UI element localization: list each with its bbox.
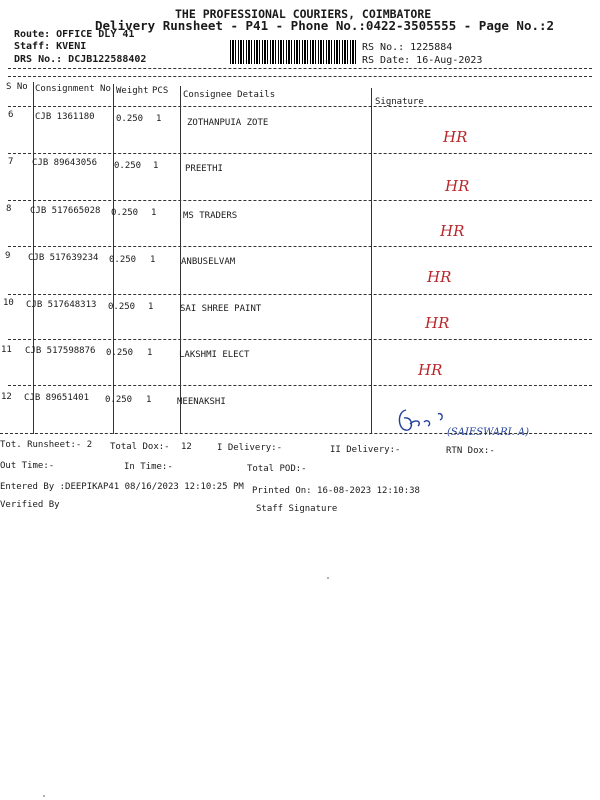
row-rule	[8, 385, 592, 386]
row-weight: 0.250	[108, 302, 136, 312]
row-sno: 9	[5, 251, 11, 261]
row-rule	[8, 153, 592, 154]
runsheet-title: Delivery Runsheet - P41 - Phone No.:0422-3505555 - Page No.:2	[95, 18, 555, 33]
column-pcs: PCS	[152, 86, 169, 96]
row-signature: HR	[425, 314, 450, 332]
columns-rule	[8, 106, 592, 107]
row-pcs: 1	[156, 114, 162, 124]
ii-delivery: II Delivery:-	[330, 445, 401, 455]
scan-speck	[43, 795, 45, 797]
column-sno: S No	[6, 82, 28, 92]
barcode	[230, 40, 358, 64]
row-consignee: ANBUSELVAM	[181, 257, 236, 267]
row-pcs: 1	[148, 302, 154, 312]
row-rule	[8, 294, 592, 295]
in-time: In Time:-	[124, 462, 173, 472]
row-signature: HR	[440, 222, 465, 240]
row-sno: 6	[8, 110, 14, 120]
row-pcs: 1	[147, 348, 153, 358]
row-rule	[8, 200, 592, 201]
route-label: Route: OFFICE DLY 41	[14, 29, 135, 40]
rtn-dox: RTN Dox:-	[446, 446, 495, 456]
row-consignee: MS TRADERS	[183, 211, 238, 221]
row-consignee: PREETHI	[185, 164, 223, 174]
row-rule	[8, 246, 592, 247]
column-consignment: Consignment No	[35, 84, 111, 94]
row-weight: 0.250	[111, 208, 139, 218]
table-bottom-rule	[0, 433, 592, 434]
row-consignee: LAKSHMI ELECT	[179, 350, 250, 360]
row-signature: HR	[445, 177, 470, 195]
staff-signature: Staff Signature	[256, 504, 338, 514]
column-divider	[371, 88, 372, 434]
printed-on: Printed On: 16-08-2023 12:10:38	[252, 486, 420, 496]
total-dox-value: 12	[181, 442, 192, 452]
column-weight: Weight	[116, 86, 149, 96]
header-rule	[8, 76, 592, 77]
row-sno: 11	[1, 345, 12, 355]
row-signature: HR	[418, 361, 443, 379]
row-pcs: 1	[153, 161, 159, 171]
row-weight: 0.250	[116, 114, 144, 124]
row-consignment: CJB 89643056	[32, 158, 98, 168]
verified-by: Verified By	[0, 500, 60, 510]
row-signature: HR	[427, 268, 452, 286]
row-consignment: CJB 1361180	[35, 112, 95, 122]
row-pcs: 1	[146, 395, 152, 405]
entered-by: Entered By :DEEPIKAP41 08/16/2023 12:10:25 PM	[0, 482, 244, 492]
row-consignee: MEENAKSHI	[177, 397, 226, 407]
row-signature: (SAIESWARI. A)	[447, 427, 530, 438]
rs-date: RS Date: 16-Aug-2023	[362, 55, 483, 66]
row-pcs: 1	[150, 255, 156, 265]
row-weight: 0.250	[114, 161, 142, 171]
out-time: Out Time:-	[0, 461, 55, 471]
row-consignment: CJB 89651401	[24, 393, 90, 403]
i-delivery: I Delivery:-	[217, 443, 283, 453]
row-consignment: CJB 517639234	[28, 253, 99, 263]
header-rule	[8, 68, 592, 69]
staff-label: Staff: KVENI	[14, 41, 87, 52]
row-sno: 12	[1, 392, 12, 402]
rs-number: RS No.: 1225884	[362, 42, 453, 53]
row-consignment: CJB 517648313	[26, 300, 97, 310]
column-signature: Signature	[375, 97, 424, 107]
row-sno: 8	[6, 204, 12, 214]
row-pcs: 1	[151, 208, 157, 218]
row-rule	[8, 339, 592, 340]
row-consignment: CJB 517665028	[30, 206, 101, 216]
company-name: THE PROFESSIONAL COURIERS, COIMBATORE	[175, 7, 432, 21]
total-dox-label: Total Dox:-	[110, 442, 170, 452]
row-consignee: ZOTHANPUIA ZOTE	[187, 118, 269, 128]
column-consignee: Consignee Details	[183, 90, 276, 100]
scan-speck	[327, 577, 329, 579]
total-pod: Total POD:-	[247, 464, 307, 474]
row-signature: HR	[443, 128, 468, 146]
row-sno: 7	[8, 157, 14, 167]
drs-number: DRS No.: DCJB122588402	[14, 54, 147, 65]
row-consignment: CJB 517598876	[25, 346, 96, 356]
row-weight: 0.250	[106, 348, 134, 358]
tot-runsheet: Tot. Runsheet:- 2	[0, 440, 93, 450]
row-weight: 0.250	[105, 395, 133, 405]
row-sno: 10	[3, 298, 14, 308]
row-weight: 0.250	[109, 255, 137, 265]
row-consignee: SAI SHREE PAINT	[180, 304, 262, 314]
